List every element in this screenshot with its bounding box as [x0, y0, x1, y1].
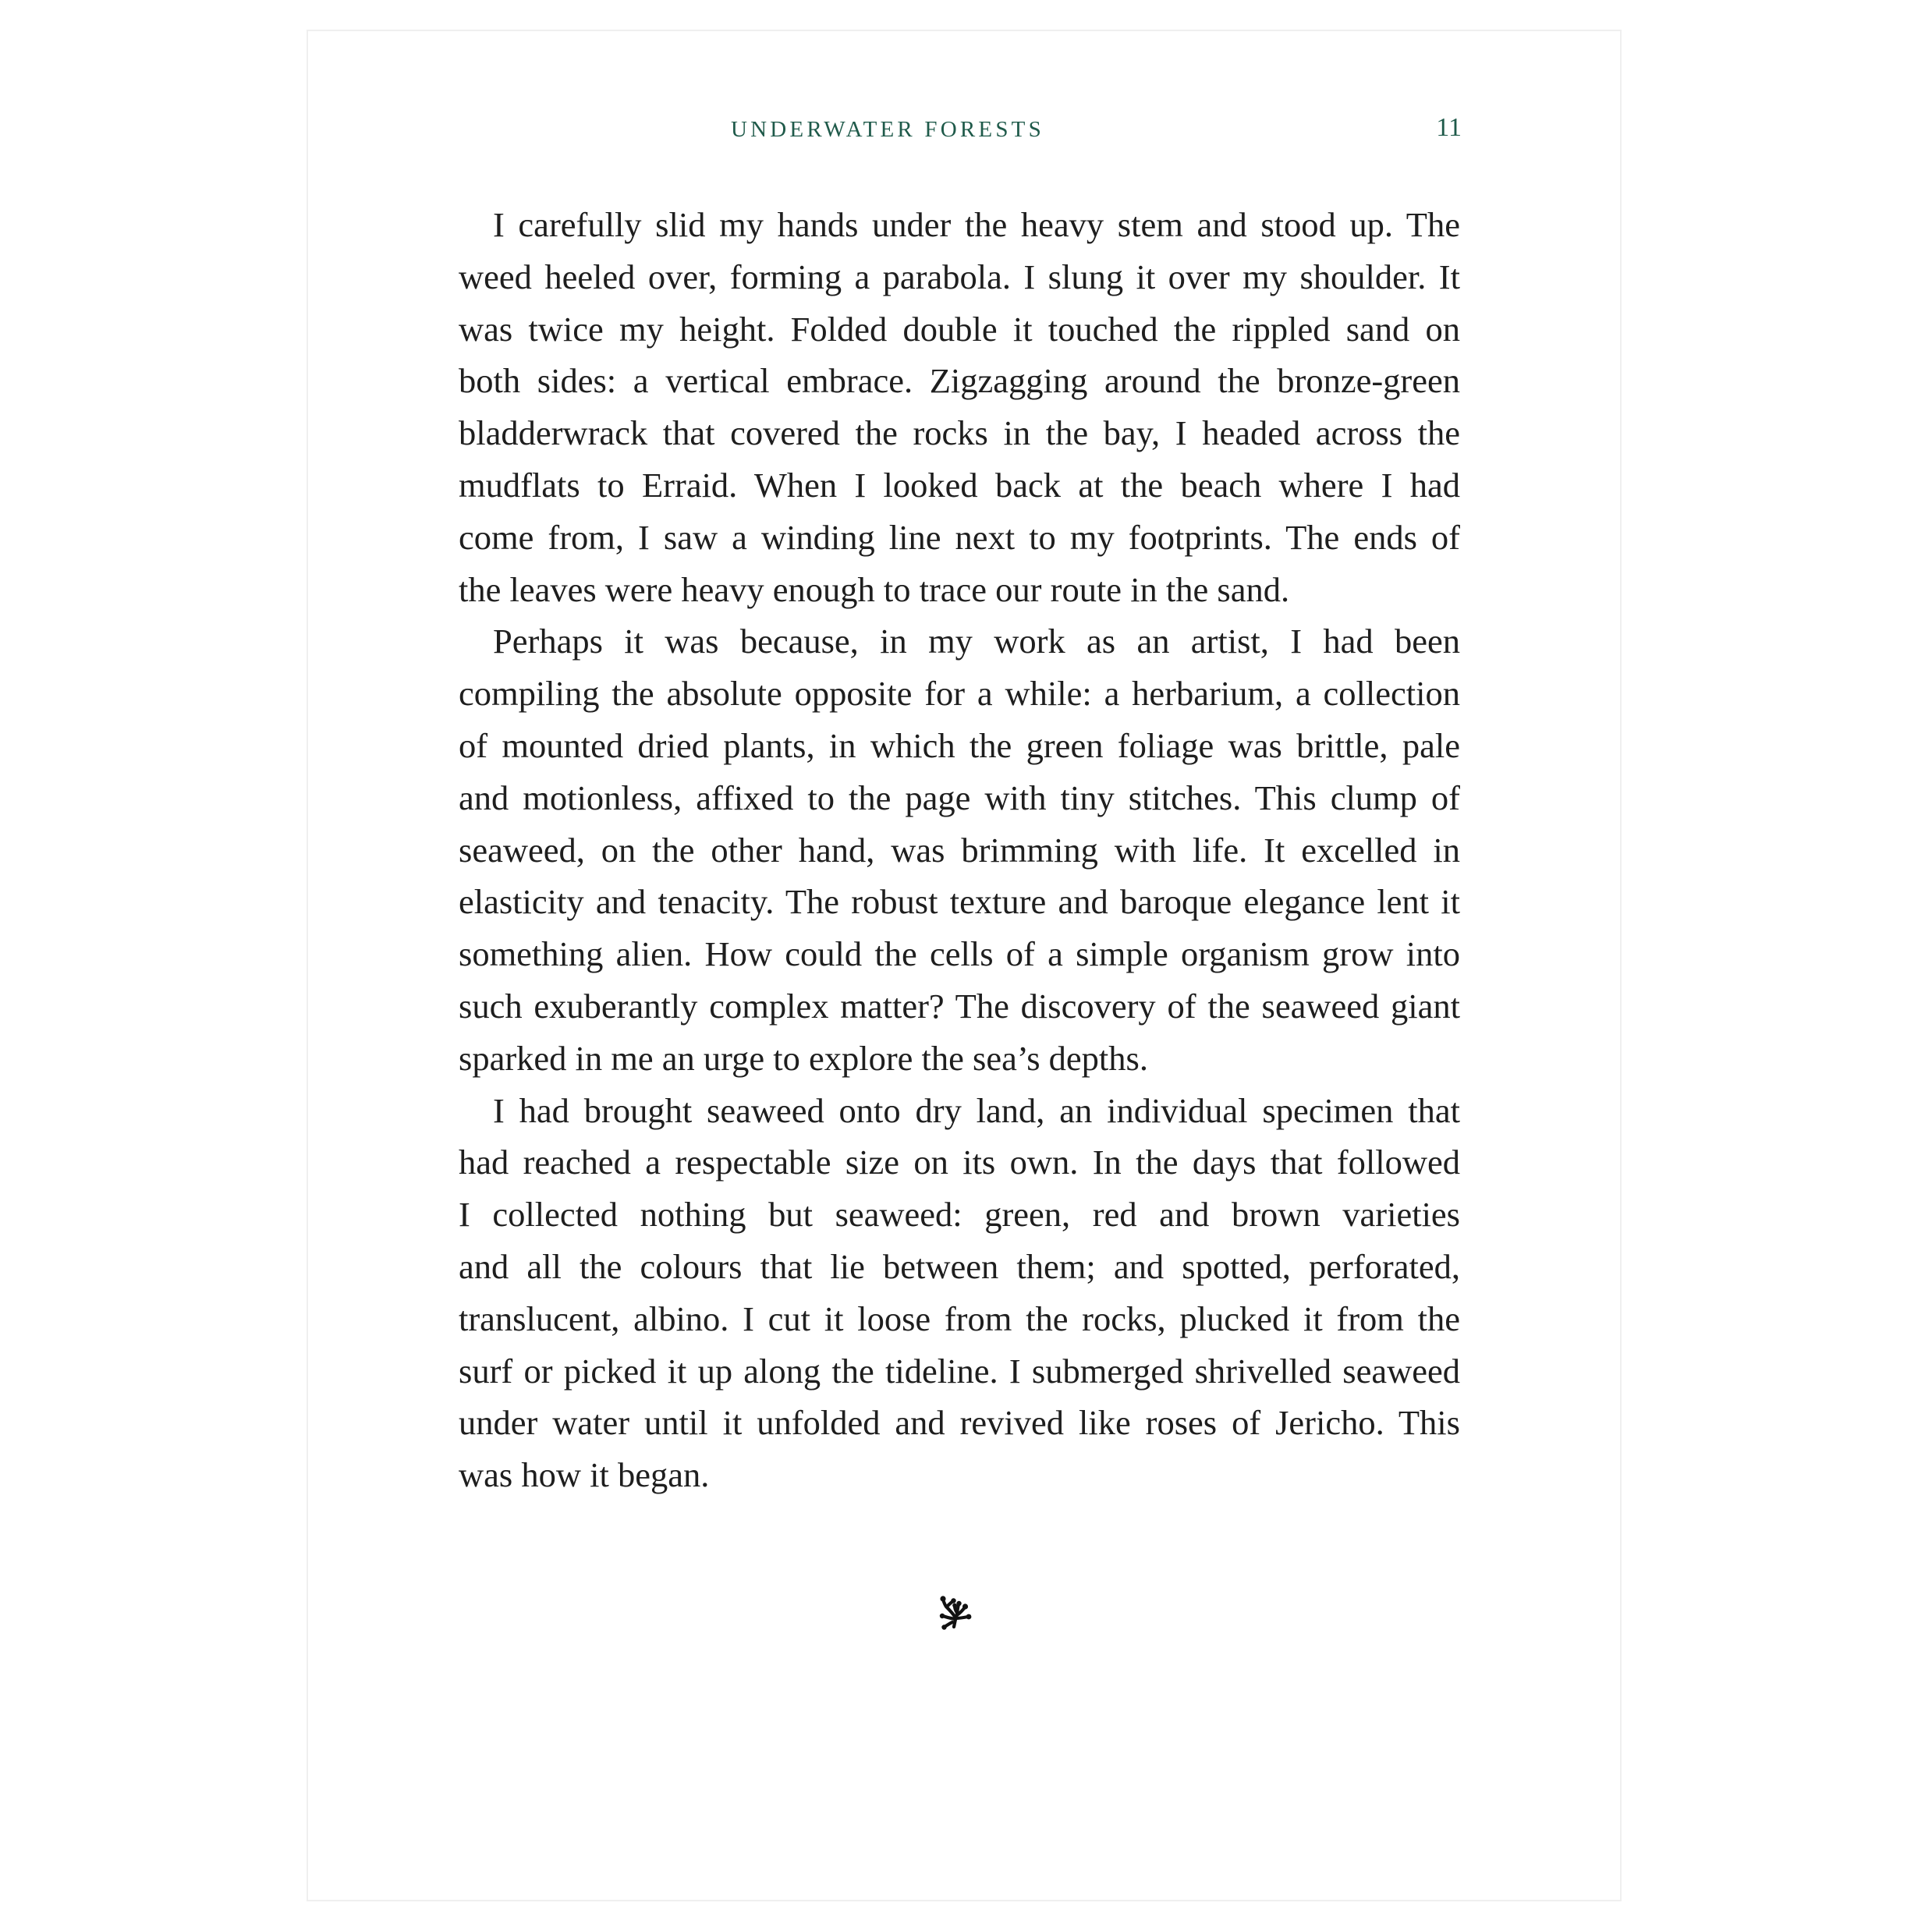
- running-head-title: UNDERWATER FORESTS: [731, 117, 1044, 142]
- text-line: mudflats to Erraid. When I looked back at the beach where I had: [459, 465, 1460, 505]
- text-line: under water until it unfolded and revived like roses of Jericho. This: [459, 1403, 1460, 1443]
- text-line: was how it began.: [459, 1455, 710, 1495]
- text-line: such exuberantly complex matter? The discovery of the seaweed giant: [459, 986, 1460, 1026]
- text-line: something alien. How could the cells of a simple organism grow into: [459, 934, 1460, 974]
- text-line: was twice my height. Folded double it touched the rippled sand on: [459, 309, 1460, 349]
- text-line: sparked in me an urge to explore the sea’s depths.: [459, 1038, 1148, 1078]
- text-line: compiling the absolute opposite for a while: a herbarium, a collection: [459, 674, 1460, 714]
- page-number: 11: [1436, 113, 1462, 142]
- seaweed-fleuron-icon: [935, 1591, 976, 1632]
- text-line: and motionless, affixed to the page with tiny stitches. This clump of: [459, 778, 1460, 817]
- text-line: surf or picked it up along the tideline. I submerged shrivelled seaweed: [459, 1351, 1460, 1391]
- text-line: of mounted dried plants, in which the green foliage was brittle, pale: [459, 725, 1460, 765]
- text-line: I collected nothing but seaweed: green, red and brown varieties: [459, 1195, 1460, 1235]
- text-line: had reached a respectable size on its own. In the days that followed: [459, 1143, 1460, 1182]
- text-line: bladderwrack that covered the rocks in the bay, I headed across the: [459, 413, 1460, 453]
- text-line: the leaves were heavy enough to trace our route in the sand.: [459, 569, 1290, 609]
- text-line: weed heeled over, forming a parabola. I slung it over my shoulder. It: [459, 257, 1460, 296]
- text-line: seaweed, on the other hand, was brimming with life. It excelled in: [459, 830, 1460, 870]
- text-line: elasticity and tenacity. The robust texture and baroque elegance lent it: [459, 882, 1460, 922]
- text-line: both sides: a vertical embrace. Zigzagging around the bronze-green: [459, 361, 1460, 401]
- text-line: I had brought seaweed onto dry land, an individual specimen that: [493, 1090, 1460, 1130]
- text-line: and all the colours that lie between them; and spotted, perforated,: [459, 1246, 1460, 1286]
- text-line: Perhaps it was because, in my work as an artist, I had been: [493, 622, 1460, 661]
- body-text: [459, 199, 1460, 1501]
- text-line: translucent, albino. I cut it loose from the rocks, plucked it from the: [459, 1299, 1460, 1338]
- text-line: come from, I saw a winding line next to my footprints. The ends of: [459, 517, 1460, 557]
- text-line: I carefully slid my hands under the heavy stem and stood up. The: [493, 205, 1460, 244]
